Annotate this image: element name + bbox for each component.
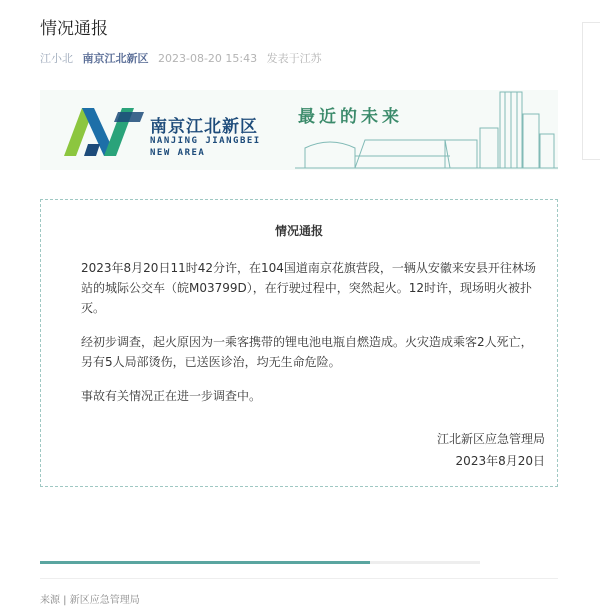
article-meta xyxy=(40,50,328,66)
logo-text-en-line2: NEW AREA xyxy=(150,148,206,158)
notice-heading: 情况通报 xyxy=(274,224,323,238)
banner-slogan: 最近的未来 xyxy=(298,107,403,127)
logo-text-cn: 南京江北新区 xyxy=(150,117,258,137)
signature-org: 江北新区应急管理局 xyxy=(436,432,545,446)
article-source: 来源 | 新区应急管理局 xyxy=(40,595,140,606)
logo-text-en-line1: NANJING JIANGBEI xyxy=(150,136,261,146)
publish-location: 发表于江苏 xyxy=(266,52,322,65)
jiangbei-logo-icon xyxy=(60,104,146,158)
footer-divider xyxy=(40,578,558,579)
publish-datetime: 2023-08-20 15:43 xyxy=(158,52,258,65)
side-panel-edge xyxy=(582,22,600,160)
notice-paragraph-2: 经初步调查，起火原因为一乘客携带的锂电池电瓶自燃造成。火灾造成乘客2人死亡，另有5人局部烫伤，已送医诊治，均无生命危险。 xyxy=(81,335,533,369)
read-progress-bar xyxy=(40,561,480,564)
header-banner xyxy=(40,90,558,170)
author-name[interactable]: 江小北 xyxy=(40,52,73,65)
article-title: 情况通报 xyxy=(40,19,108,39)
account-name-link[interactable]: 南京江北新区 xyxy=(82,52,149,65)
notice-paragraph-1: 2023年8月20日11时42分许，在104国道南京花旗营段，一辆从安徽来安县开往林场站的城际公交车（皖M03799D），在行驶过程中，突然起火。12时许，现场明火被扑灭。 xyxy=(81,261,536,315)
signature-date: 2023年8月20日 xyxy=(455,454,545,468)
notice-box xyxy=(40,199,558,487)
notice-paragraph-3: 事故有关情况正在进一步调查中。 xyxy=(81,389,262,403)
read-progress-fill xyxy=(40,561,370,564)
